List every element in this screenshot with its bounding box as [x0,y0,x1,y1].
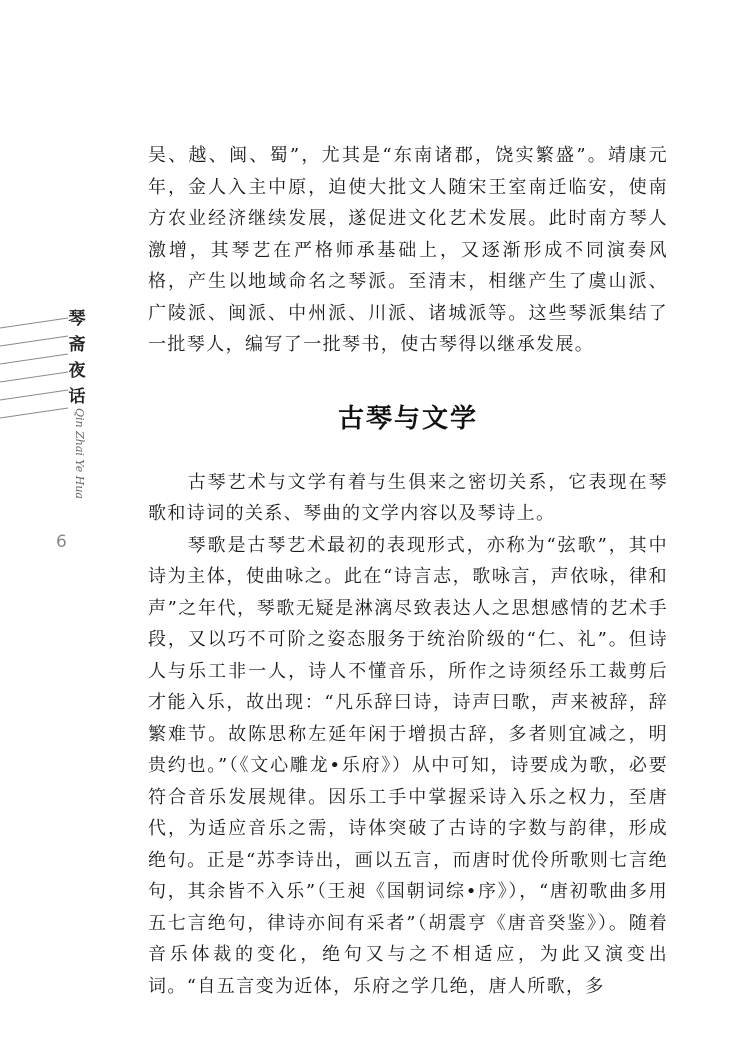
side-line-3 [0,354,68,364]
side-line-6 [0,408,68,418]
page-number: 6 [56,532,67,552]
paragraph-1: 古琴艺术与文学有着与生俱来之密切关系，它表现在琴歌和诗词的关系、琴曲的文学内容以及琴诗上。 [148,471,668,524]
running-book-title: 琴斋夜话 [68,309,86,407]
side-line-1 [0,318,68,328]
main-text [148,140,668,1002]
side-line-2 [0,336,68,346]
side-line-4 [0,372,68,382]
side-tab-lines [0,300,110,440]
paragraph-2: 琴歌是古琴艺术最初的表现形式，亦称为“弦歌”，其中诗为主体，使曲咏之。此在“诗言志，歌咏言，声依咏，律和声”之年代，琴歌无疑是淋漓尽致表达人之思想感情的艺术手段，又以巧不可阶之姿态服务于统治阶级的“仁、礼”。但诗人与乐工非一人，诗人不懂音乐，所作之诗须经乐工裁剪后才能入乐，故出现：“凡乐辞曰诗，诗声曰歌，声来被辞，辞繁难节。故陈思称左延年闲于增损古辞，多者则宜减之，明贵约也。”（《文心雕龙•乐府》）从中可知，诗要成为歌，必要符合音乐发展规律。因乐工手中掌握采诗入乐之权力，至唐代，为适应音乐之需，诗体突破了古诗的字数与韵律，形成绝句。正是“苏李诗出，画以五言，而唐时优伶所歌则七言绝句，其余皆不入乐”（王昶《国朝词综•序》），“唐初歌曲多用五七言绝句，律诗亦间有采者”（胡震亨《唐音癸鉴》）。随着音乐体裁的变化，绝句又与之不相适应，为此又演变出词。“自五言变为近体，乐府之学几绝，唐人所歌，多 [148,534,668,997]
side-tab-decoration [0,300,110,440]
running-book-title-latin: Qin Zhai Ye Hua [73,408,86,499]
section-title: 古琴与文学 [337,403,478,434]
side-line-5 [0,390,68,400]
intro-paragraph: 吴、越、闽、蜀”，尤其是“东南诸郡，饶实繁盛”。靖康元年，金人入主中原，迫使大批文人随宋王室南迁临安，使南方农业经济继续发展，遂促进文化艺术发展。此时南方琴人激增，其琴艺在严格师承基础上，又逐渐形成不同演奏风格，产生以地域命名之琴派。至清末，相继产生了虞山派、广陵派、闽派、中州派、川派、诸城派等。这些琴派集结了一批琴人，编写了一批琴书，使古琴得以继承发展。 [148,145,668,355]
